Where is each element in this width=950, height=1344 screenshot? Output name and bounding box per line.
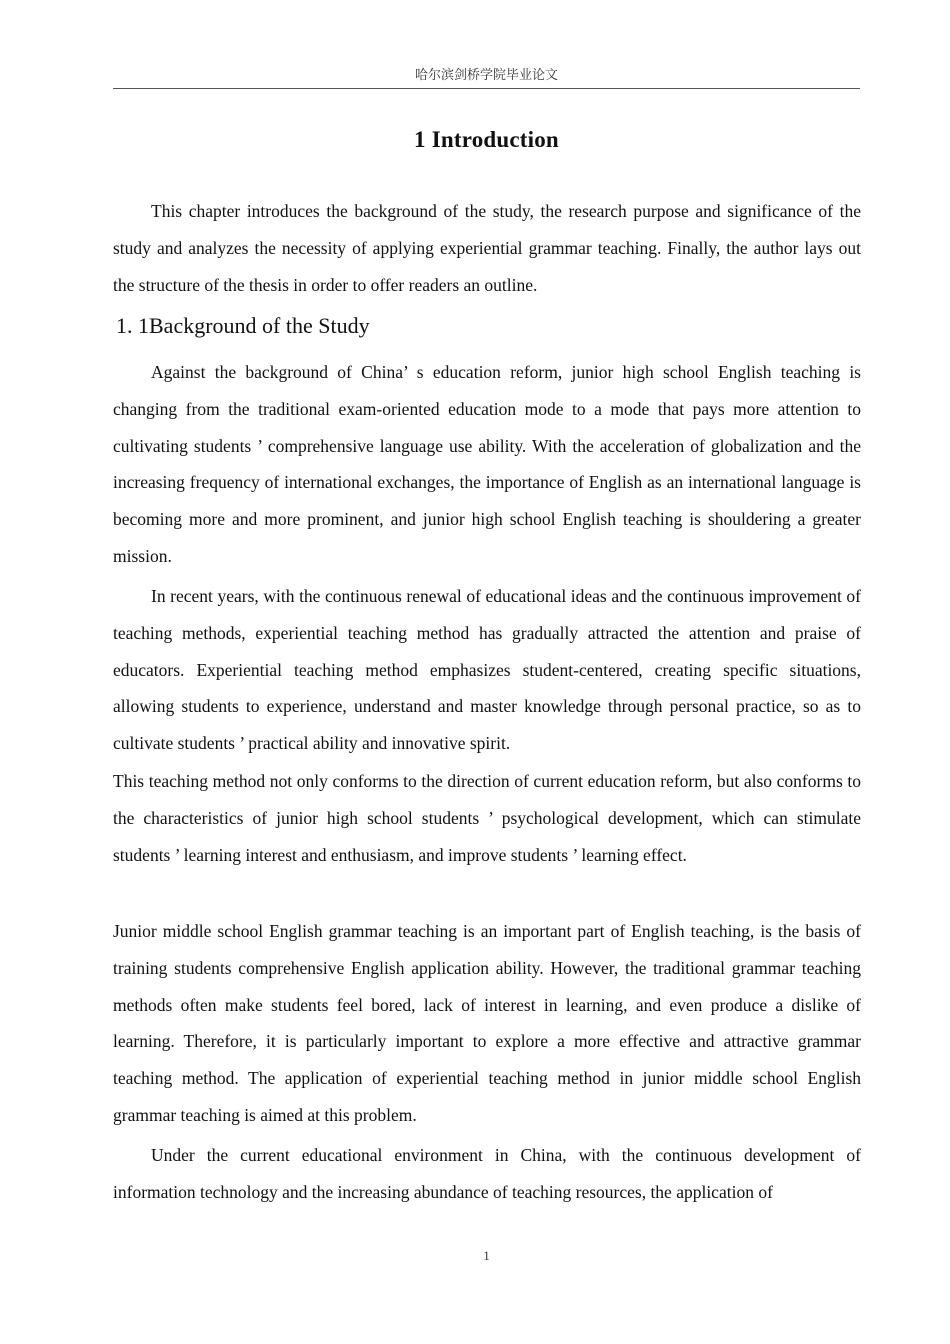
paragraph-background-5: Under the current educational environment in China, with the continuous development of information technology and the increasing abundance of teaching resources, the application of — [113, 1145, 861, 1202]
paragraph-background-3: This teaching method not only conforms to the direction of current education reform, but also conforms to the characteristics of junior high school students ’ psychological development, which can stimulate students ’ learning interest and enthusiasm, and improve students ’ learning effect. — [113, 771, 861, 865]
running-header: 哈尔滨剑桥学院毕业论文 — [414, 67, 558, 82]
page-number: 1 — [483, 1248, 490, 1263]
paragraph-chapter-intro: This chapter introduces the background of the study, the research purpose and significance of the study and analyzes the necessity of applying experiential grammar teaching. Finally, the author lays out the structure of the thesis in order to offer readers an outline. — [113, 201, 861, 295]
section-heading: 1. 1Background of the Study — [116, 313, 370, 338]
paragraph-background-1: Against the background of China’ s education reform, junior high school English teaching is changing from the traditional exam-oriented education mode to a mode that pays more attention to cultivating students ’ comprehensive language use ability. With the acceleration of globalization and the increasing frequency of international exchanges, the importance of English as an international language is becoming more and more prominent, and junior high school English teaching is shouldering a greater mission. — [113, 362, 861, 566]
header-rule — [113, 88, 860, 89]
chapter-title: 1 Introduction — [414, 127, 559, 152]
paragraph-background-2: In recent years, with the continuous renewal of educational ideas and the continuous improvement of teaching methods, experiential teaching method has gradually attracted the attention and praise of educators. Experiential teaching method emphasizes student-centered, creating specific situations, allowing students to experience, understand and master knowledge through personal practice, so as to cultivate students ’ practical ability and innovative spirit. — [113, 586, 861, 754]
paragraph-background-4: Junior middle school English grammar teaching is an important part of English teaching, is the basis of training students comprehensive English application ability. However, the traditional grammar teaching methods often make students feel bored, lack of interest in learning, and even produce a dislike of learning. Therefore, it is particularly important to explore a more effective and attractive grammar teaching method. The application of experiential teaching method in junior middle school English grammar teaching is aimed at this problem. — [113, 921, 861, 1125]
